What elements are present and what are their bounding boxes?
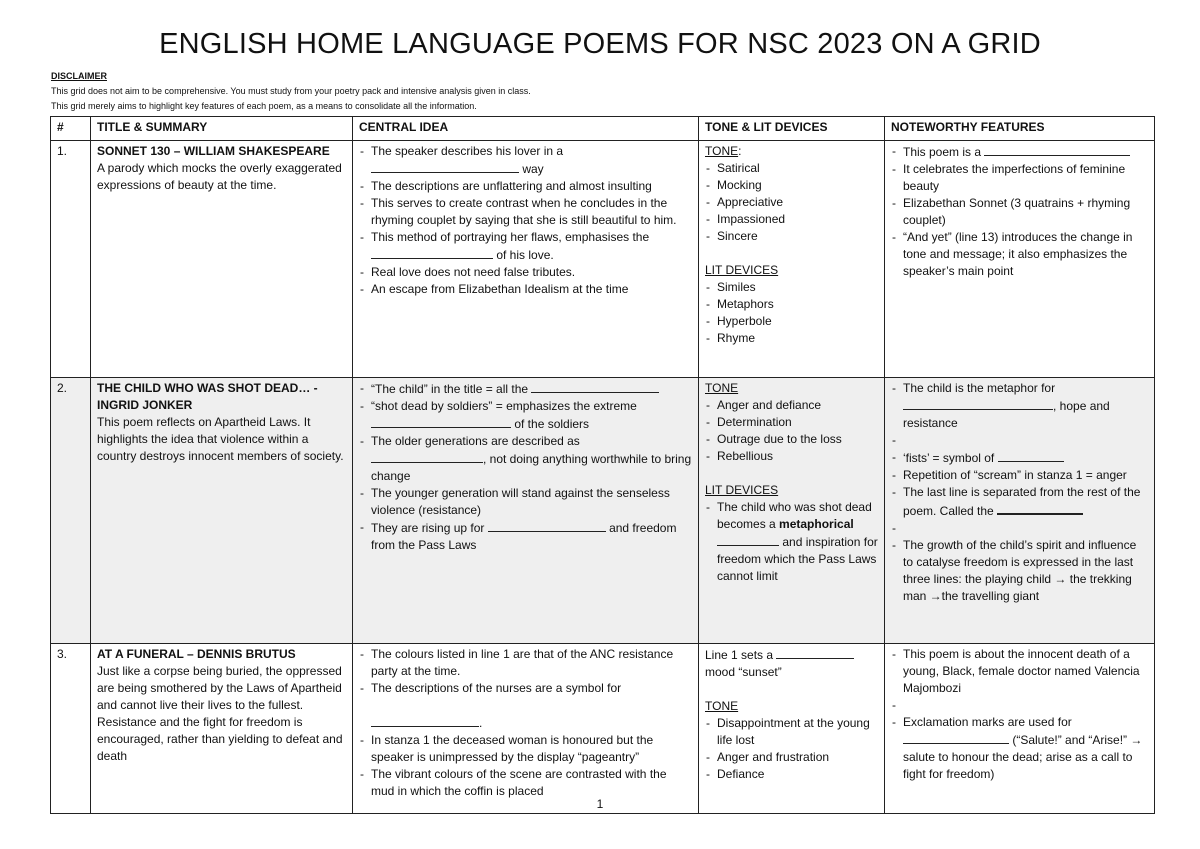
- disclaimer-line-2: This grid merely aims to highlight key features of each poem, as a means to consolidate all the information.: [51, 101, 477, 111]
- poem-summary: This poem reflects on Apartheid Laws. It highlights the idea that violence within a country destroys innocent members of society.: [97, 415, 344, 463]
- list-item: - Rebellious: [705, 448, 878, 465]
- list-item: - The child is the metaphor for , hope and resistance: [891, 380, 1148, 432]
- lit-devices-list: [705, 279, 878, 347]
- poem-title: SONNET 130 – WILLIAM SHAKESPEARE: [97, 144, 330, 158]
- header-noteworthy-features: NOTEWORTHY FEATURES: [885, 117, 1155, 141]
- list-item: - Repetition of “scream” in stanza 1 = anger: [891, 467, 1148, 484]
- tone-list: [705, 397, 878, 465]
- page-title: ENGLISH HOME LANGUAGE POEMS FOR NSC 2023 ON A GRID: [159, 28, 1041, 60]
- noteworthy-cell: [885, 378, 1155, 644]
- list-item: - The last line is separated from the rest of the poem. Called the: [891, 484, 1148, 520]
- tone-lit-cell: [699, 378, 885, 644]
- list-item: - “The child” in the title = all the: [359, 380, 692, 398]
- title-summary-cell: [91, 644, 353, 814]
- row-number: 3.: [51, 644, 91, 814]
- list-item: - The older generations are described as , not doing anything worthwhile to bring change: [359, 433, 692, 485]
- title-summary-cell: [91, 378, 353, 644]
- noteworthy-cell: [885, 141, 1155, 378]
- row-number: 2.: [51, 378, 91, 644]
- title-summary-cell: [91, 141, 353, 378]
- list-item: - The younger generation will stand against the senseless violence (resistance): [359, 485, 692, 519]
- central-idea-cell: [353, 644, 699, 814]
- tone-list: [705, 715, 878, 783]
- table-row: [51, 141, 1155, 378]
- disclaimer-heading: DISCLAIMER: [51, 71, 107, 81]
- list-item: - Exclamation marks are used for (“Salute!” and “Arise!” → salute to honour the dead; arise as a call to fight for freedom): [891, 714, 1148, 783]
- list-item: - Similes: [705, 279, 878, 296]
- lit-devices-list: [705, 499, 878, 585]
- poem-title: AT A FUNERAL – DENNIS BRUTUS: [97, 647, 296, 661]
- table-row: [51, 378, 1155, 644]
- list-item: - Satirical: [705, 160, 878, 177]
- list-item: - Appreciative: [705, 194, 878, 211]
- list-item: - Sincere: [705, 228, 878, 245]
- list-item: - They are rising up for and freedom from the Pass Laws: [359, 519, 692, 554]
- list-item: - This method of portraying her flaws, emphasises the of his love.: [359, 229, 692, 264]
- list-item: - Anger and defiance: [705, 397, 878, 414]
- tone-lit-cell: [699, 141, 885, 378]
- disclaimer: [51, 69, 1171, 114]
- poem-grid-table: [50, 116, 1155, 814]
- list-item: - The growth of the child’s spirit and influence to catalyse freedom is expressed in the last three lines: the playing child → the trekking man →the travelling giant: [891, 537, 1148, 605]
- disclaimer-line-1: This grid does not aim to be comprehensive. You must study from your poetry pack and intensive analysis given in class.: [51, 86, 531, 96]
- list-item: - Elizabethan Sonnet (3 quatrains + rhyming couplet): [891, 195, 1148, 229]
- list-item: - ‘fists’ = symbol of: [891, 449, 1148, 467]
- list-item: - Outrage due to the loss: [705, 431, 878, 448]
- header-tone-lit-devices: TONE & LIT DEVICES: [699, 117, 885, 141]
- list-item: - In stanza 1 the deceased woman is honoured but the speaker is unimpressed by the display “pageantry”: [359, 732, 692, 766]
- list-item: - Rhyme: [705, 330, 878, 347]
- list-item: - Anger and frustration: [705, 749, 878, 766]
- list-item: - An escape from Elizabethan Idealism at the time: [359, 281, 692, 298]
- list-item: - Impassioned: [705, 211, 878, 228]
- list-item: - Mocking: [705, 177, 878, 194]
- poem-summary: Just like a corpse being buried, the oppressed are being smothered by the Laws of Apartheid and cannot live their lives to the fullest. Resistance and the fight for freedom is encouraged, rather than yielding to defeat and death: [97, 664, 343, 763]
- list-item: - Metaphors: [705, 296, 878, 313]
- header-title-summary: TITLE & SUMMARY: [91, 117, 353, 141]
- list-item: - “shot dead by soldiers” = emphasizes the extreme of the soldiers: [359, 398, 692, 433]
- header-number: #: [51, 117, 91, 141]
- header-row: [51, 117, 1155, 141]
- central-idea-cell: [353, 378, 699, 644]
- noteworthy-cell: [885, 644, 1155, 814]
- tone-lit-cell: [699, 644, 885, 814]
- poem-title: THE CHILD WHO WAS SHOT DEAD… - INGRID JONKER: [97, 381, 318, 412]
- poem-summary: A parody which mocks the overly exaggerated expressions of beauty at the time.: [97, 161, 342, 192]
- list-item: - The child who was shot dead becomes a metaphorical and inspiration for freedom which the Pass Laws cannot limit: [705, 499, 878, 585]
- tone-label: TONE:: [705, 144, 742, 158]
- list-item: - Hyperbole: [705, 313, 878, 330]
- list-item: - Disappointment at the young life lost: [705, 715, 878, 749]
- list-item: - It celebrates the imperfections of feminine beauty: [891, 161, 1148, 195]
- header-central-idea: CENTRAL IDEA: [353, 117, 699, 141]
- page-number: 1: [596, 797, 604, 811]
- tone-label: TONE: [705, 699, 739, 713]
- row-number: 1.: [51, 141, 91, 378]
- list-item: - The vibrant colours of the scene are contrasted with the mud in which the coffin is placed: [359, 766, 692, 800]
- table-row: [51, 644, 1155, 814]
- list-item: - This serves to create contrast when he concludes in the rhyming couplet by saying that she is still beautiful to him.: [359, 195, 692, 229]
- lit-devices-label: LIT DEVICES: [705, 263, 779, 277]
- list-item: - Determination: [705, 414, 878, 431]
- list-item: - The colours listed in line 1 are that of the ANC resistance party at the time.: [359, 646, 692, 680]
- list-item: - The descriptions of the nurses are a symbol for .: [359, 680, 692, 732]
- list-item: - The speaker describes his lover in a way: [359, 143, 692, 178]
- list-item: - This poem is a: [891, 143, 1148, 161]
- list-item: - Defiance: [705, 766, 878, 783]
- list-item: - “And yet” (line 13) introduces the change in tone and message; it also emphasizes the speaker’s main point: [891, 229, 1148, 280]
- tone-list: [705, 160, 878, 245]
- tone-label: TONE: [705, 381, 739, 395]
- line1-mood: Line 1 sets a mood “sunset”: [705, 646, 878, 681]
- lit-devices-label: LIT DEVICES: [705, 483, 779, 497]
- list-item: - Real love does not need false tributes.: [359, 264, 692, 281]
- list-item: - This poem is about the innocent death of a young, Black, female doctor named Valencia Majombozi: [891, 646, 1148, 697]
- central-idea-cell: [353, 141, 699, 378]
- list-item: - The descriptions are unflattering and almost insulting: [359, 178, 692, 195]
